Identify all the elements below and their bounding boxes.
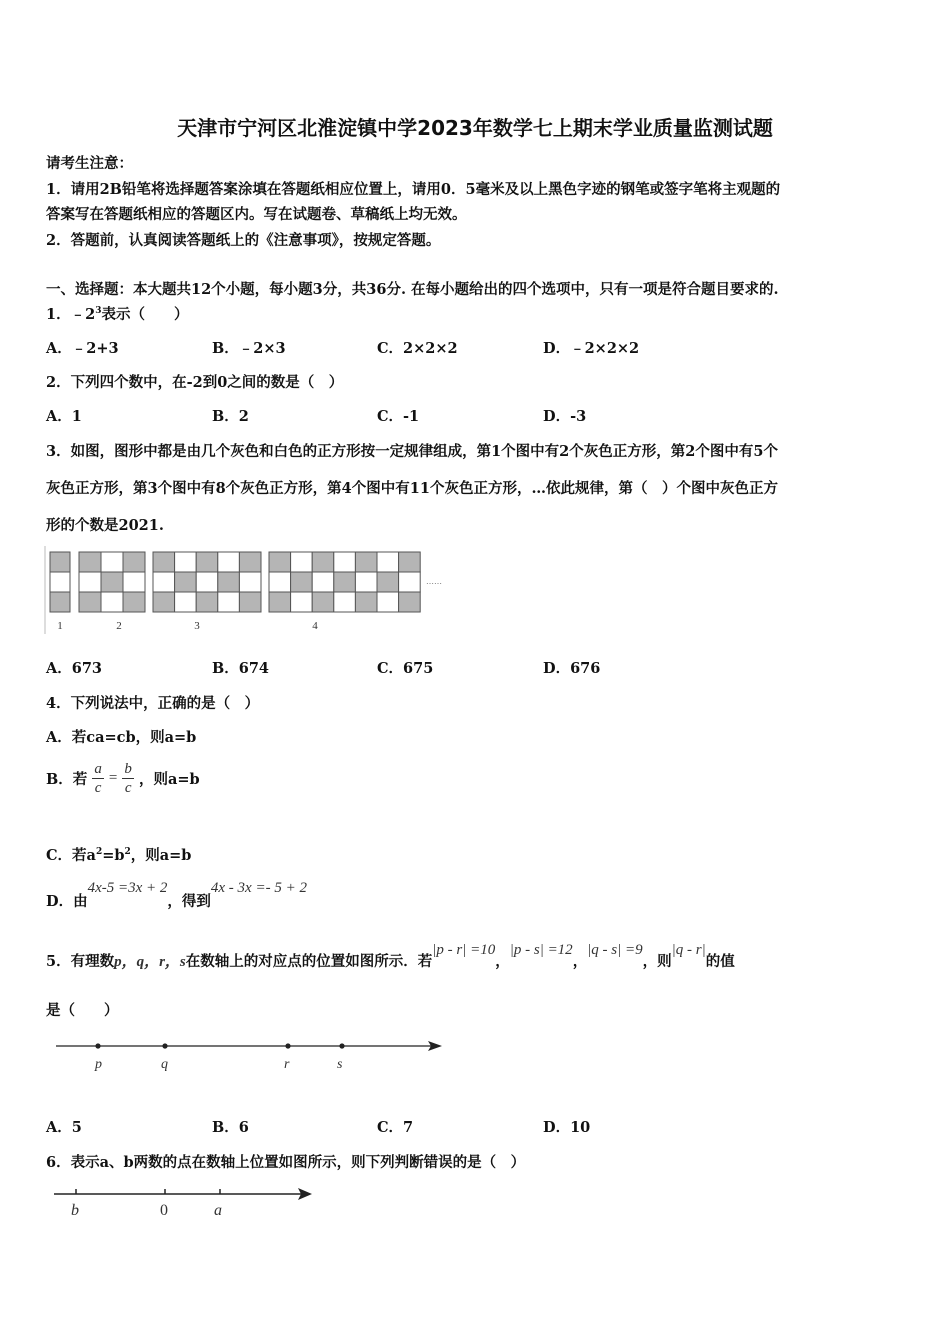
- abs-p-s: |p - s| =12: [509, 942, 573, 958]
- q5-stem-line2: 是（ ）: [46, 1002, 119, 1019]
- q2-option-d[interactable]: D．-3: [543, 408, 587, 425]
- q5-option-b[interactable]: B．6: [212, 1119, 249, 1136]
- q5-option-d[interactable]: D．10: [543, 1119, 591, 1136]
- q4-option-c[interactable]: C．若$a^2=b^2$，则a=b: [46, 847, 192, 864]
- notice-line-1a: 1．请用2B铅笔将选择题答案涂填在答题纸相应位置上，请用0．5毫米及以上黑色字迹的钢笔或签字笔将主观题的: [46, 181, 781, 198]
- q5-option-a[interactable]: A．5: [46, 1119, 82, 1136]
- q1-option-b[interactable]: B．﹣2×3: [212, 340, 286, 357]
- page-title: 天津市宁河区北淮淀镇中学2023年数学七上期末学业质量监测试题: [177, 116, 773, 140]
- point-q: [162, 1043, 167, 1048]
- q1-option-c[interactable]: C．2×2×2: [377, 340, 458, 357]
- fraction-b-over-c: $\frac{b}{c}$: [124, 761, 132, 796]
- point-r: [285, 1043, 290, 1048]
- q3-stem-line2: 灰色正方形，第3个图中有8个灰色正方形，第4个图中有11个灰色正方形，…依此规律，第（ ）个图中灰色正方: [46, 480, 778, 497]
- label-zero: 0: [160, 1202, 168, 1219]
- abs-q-r: |q - r|: [671, 942, 706, 958]
- q3-option-c[interactable]: C．675: [377, 660, 434, 677]
- q2-stem: 2．下列四个数中，在-2到0之间的数是（ ）: [46, 374, 344, 391]
- label-s: s: [337, 1057, 343, 1072]
- q3-option-a[interactable]: A．673: [46, 660, 103, 677]
- q3-stem-line3: 形的个数是2021.: [46, 517, 164, 534]
- q3-option-d[interactable]: D．676: [543, 660, 601, 677]
- q2-option-b[interactable]: B．2: [212, 408, 249, 425]
- abs-q-s: |q - s| =9: [587, 942, 643, 958]
- q1-option-a[interactable]: A．﹣2+3: [46, 340, 119, 357]
- q2-option-c[interactable]: C．-1: [377, 408, 420, 425]
- notice-line-1b: 答案写在答题纸相应的答题区内。写在试题卷、草稿纸上均无效。: [46, 206, 467, 223]
- q4-option-a[interactable]: A．若ca=cb，则a=b: [46, 729, 197, 746]
- pattern-label-2: 2: [116, 620, 122, 632]
- q4-equation-1: 4x-5 =3x + 2: [87, 880, 168, 896]
- pattern-3: [153, 552, 261, 612]
- label-p: p: [95, 1057, 102, 1072]
- notice-heading: 请考生注意：: [46, 155, 133, 172]
- q1-stem: 1．$﹣2^3$表示（ ）: [46, 306, 189, 323]
- pattern-4: [269, 552, 420, 612]
- label-r: r: [284, 1057, 290, 1072]
- fraction-a-over-c: $\frac{a}{c}$: [94, 761, 102, 796]
- q3-stem-line1: 3．如图，图形中都是由几个灰色和白色的正方形按一定规律组成，第1个图中有2个灰色正方形，第2个图中有5个: [46, 443, 778, 460]
- q3-option-b[interactable]: B．674: [212, 660, 270, 677]
- q4-option-b[interactable]: B．若 $\frac{a}{c}$ = $\frac{b}{c}$ ，则a=b: [46, 761, 200, 796]
- q5-option-c[interactable]: C．7: [377, 1119, 414, 1136]
- pattern-ellipsis: ……: [426, 577, 442, 586]
- pattern-label-3: 3: [194, 620, 200, 632]
- section-heading: 一、选择题：本大题共12个小题，每小题3分，共36分. 在每小题给出的四个选项中，只有一项是符合题目要求的.: [46, 281, 779, 298]
- pattern-label-4: 4: [312, 620, 318, 632]
- q1-option-d[interactable]: D．﹣2×2×2: [543, 340, 640, 357]
- q5-stem: 5．有理数p，q，r，s在数轴上的对应点的位置如图所示．若|p - r| =10，|p - s| =12，|q - s| =9，则|q - r|的值: [46, 942, 735, 970]
- q4-stem: 4．下列说法中，正确的是（ ）: [46, 695, 260, 712]
- abs-p-r: |p - r| =10: [432, 942, 496, 958]
- q3-pattern-figure: [44, 546, 454, 636]
- point-p: [95, 1043, 100, 1048]
- q4-equation-2: 4x - 3x =- 5 + 2: [210, 880, 307, 896]
- point-s: [339, 1043, 344, 1048]
- notice-line-2: 2．答题前，认真阅读答题纸上的《注意事项》，按规定答题。: [46, 232, 441, 249]
- q6-stem: 6．表示a、b两数的点在数轴上位置如图所示，则下列判断错误的是（ ）: [46, 1154, 526, 1171]
- label-q: q: [161, 1057, 168, 1072]
- label-a: a: [214, 1202, 222, 1219]
- pattern-label-1: 1: [57, 620, 63, 632]
- q2-option-a[interactable]: A．1: [46, 408, 82, 425]
- q5-number-line: [50, 1034, 450, 1078]
- pattern-2: [79, 552, 145, 612]
- q6-number-line: [50, 1182, 320, 1222]
- q4-option-d[interactable]: D．由4x-5 =3x + 2，得到4x - 3x =- 5 + 2: [46, 880, 307, 910]
- label-b: b: [71, 1202, 79, 1219]
- pattern-1: [50, 552, 70, 612]
